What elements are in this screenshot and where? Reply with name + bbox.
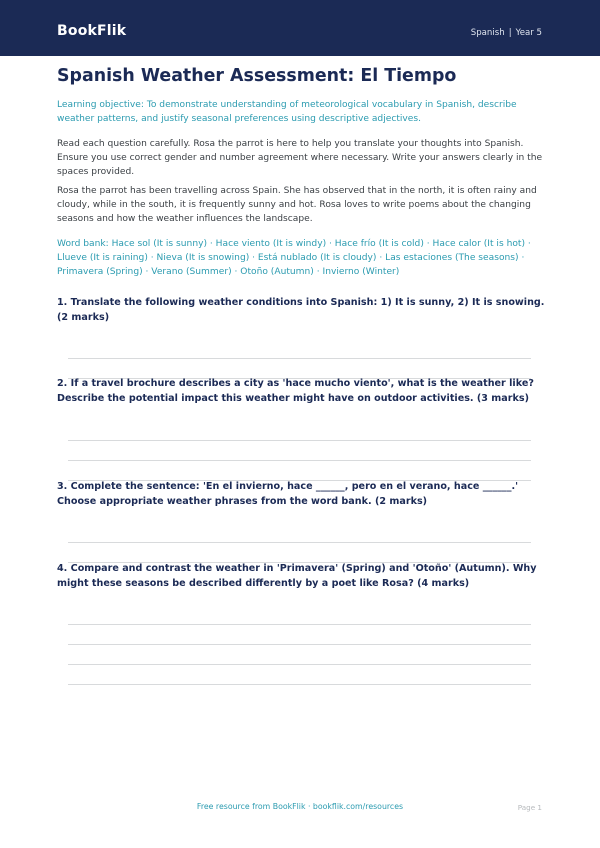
answer-line-q4-3[interactable] — [68, 664, 531, 665]
brand-logo[interactable]: BookFlik — [57, 23, 127, 39]
question-3: 3. Complete the sentence: 'En el invierno, hace ______, pero en el verano, hace ______.' Choose appropriate weather phrases from the word bank. (2 marks) — [57, 481, 519, 507]
instructions-paragraph: Read each question carefully. Rosa the parrot is here to help you translate your thoughts into Spanish. Ensure you use correct gender and number agreement where necessary. Write your answers clearly in the spaces provided. — [57, 139, 543, 177]
answer-line-q4-4[interactable] — [68, 684, 531, 685]
answer-line-q1-1[interactable] — [68, 358, 531, 359]
footer-resource-link[interactable]: Free resource from BookFlik · bookflik.com/resources — [196, 802, 404, 811]
page-number: Page 1 — [517, 803, 542, 812]
learning-objective: Learning objective: To demonstrate understanding of meteorological vocabulary in Spanish, describe weather patterns, and justify seasonal preferences using descriptive adjectives. — [57, 100, 517, 124]
story-paragraph: Rosa the parrot has been travelling across Spain. She has observed that in the north, it is often rainy and cloudy, while in the south, it is frequently sunny and hot. Rosa loves to write poems about the changing seasons and how the weather influences the landscape. — [57, 186, 537, 224]
year-label: Year 5 — [515, 28, 542, 38]
answer-line-q4-1[interactable] — [68, 624, 531, 625]
answer-line-q2-2[interactable] — [68, 460, 531, 461]
subject-label: Spanish — [470, 28, 505, 38]
separator: | — [508, 28, 512, 38]
subject-year-label — [471, 28, 542, 38]
word-bank: Word bank: Hace sol (It is sunny) · Hace viento (It is windy) · Hace frío (It is cold) · Hace calor (It is hot) · Llueve (It is raining) · Nieva (It is snowing) · Está nublado (It is cloudy) · Las estaciones (The seasons) · Primavera (Spring) · Verano (Summer) · Otoño (Autumn) · Invierno (Winter) — [57, 239, 531, 277]
question-4: 4. Compare and contrast the weather in 'Primavera' (Spring) and 'Otoño' (Autumn). Why might these seasons be described differently by a poet like Rosa? (4 marks) — [57, 563, 537, 589]
page-title: Spanish Weather Assessment: El Tiempo — [57, 66, 457, 86]
answer-line-q4-2[interactable] — [68, 644, 531, 645]
answer-line-q3-1[interactable] — [68, 542, 531, 543]
question-2: 2. If a travel brochure describes a city as 'hace mucho viento', what is the weather like? Describe the potential impact this weather might have on outdoor activities. (3 marks) — [57, 378, 534, 404]
question-1: 1. Translate the following weather conditions into Spanish: 1) It is sunny, 2) It is snowing. (2 marks) — [57, 297, 545, 323]
header-bar — [0, 0, 600, 56]
answer-line-q2-1[interactable] — [68, 440, 531, 441]
